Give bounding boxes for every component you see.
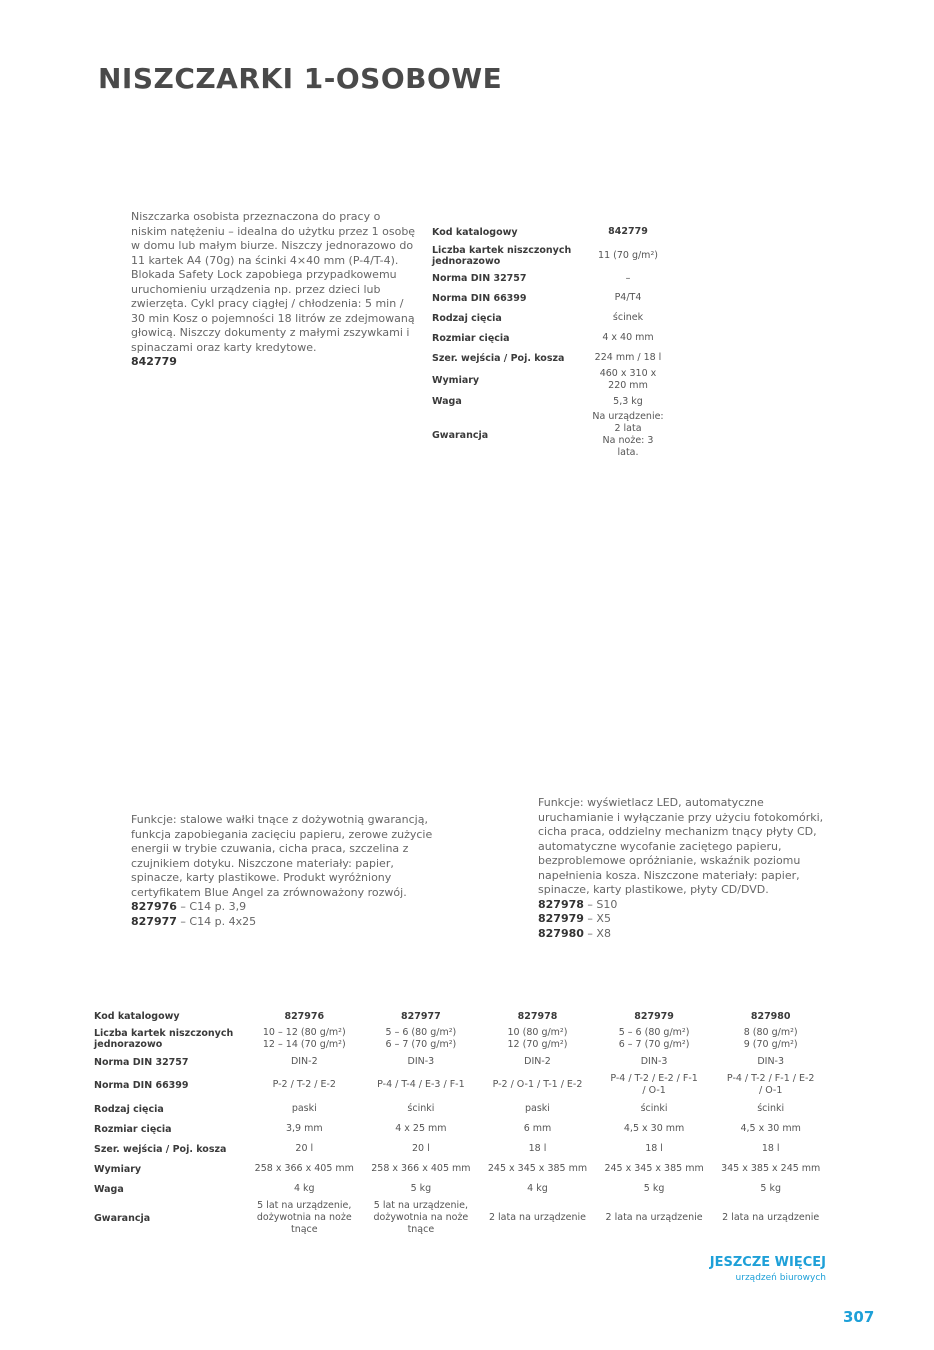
row-value: 5 – 6 (80 g/m²) 6 – 7 (70 g/m²): [618, 1027, 690, 1050]
row-value: Na urządzenie: 2 lata Na noże: 3 lata.: [592, 411, 664, 458]
table-row: [94, 1025, 829, 1053]
table-row: [94, 1159, 829, 1179]
row-value: 4 kg: [293, 1183, 315, 1194]
table-row: [94, 1139, 829, 1159]
row-value: P-2 / T-2 / E-2: [272, 1079, 336, 1090]
model-code: 827980: [538, 926, 584, 940]
row-value: 258 x 366 x 405 mm: [371, 1163, 471, 1174]
row-label: Norma DIN 32757: [94, 1056, 189, 1068]
table-header-row: [432, 222, 664, 242]
row-value: 4 kg: [527, 1183, 548, 1194]
row-value: ścinki: [407, 1103, 435, 1114]
model-name: – X8: [583, 926, 611, 940]
more-devices-subtitle: urządzeń biurowych: [735, 1273, 826, 1283]
row-value: paski: [291, 1103, 317, 1114]
row-value: P-4 / T-2 / F-1 / E-2 / O-1: [726, 1073, 815, 1096]
model-code: 827976: [131, 900, 177, 913]
table-row: [94, 1071, 829, 1099]
row-label: Norma DIN 32757: [432, 273, 527, 284]
header-code: 827978: [517, 1010, 558, 1022]
row-value: 2 lata na urządzenie: [722, 1212, 820, 1223]
row-value: P-4 / T-2 / E-2 / F-1 / O-1: [610, 1073, 698, 1096]
row-label: Liczba kartek niszczonych jednorazowo: [94, 1028, 234, 1050]
spec-table-comparison: [94, 1007, 829, 1237]
row-label: Norma DIN 66399: [432, 292, 527, 304]
model-code: 827978: [538, 897, 584, 911]
row-value: 224 mm / 18 l: [594, 352, 662, 363]
row-value: 258 x 366 x 405 mm: [254, 1163, 354, 1174]
row-value: 5 lat na urządzenie, dożywotnia na noże tnące: [256, 1200, 352, 1235]
table-row: [432, 392, 664, 411]
row-value: 5 kg: [410, 1183, 432, 1194]
row-value: ścinek: [612, 312, 644, 323]
model-item: [131, 915, 441, 930]
row-label: Rozmiar cięcia: [432, 332, 510, 344]
row-value: 4 x 40 mm: [602, 332, 654, 343]
row-value: 20 l: [412, 1143, 430, 1154]
row-value: 6 mm: [523, 1123, 552, 1134]
table-row: [432, 368, 664, 392]
row-value: P4/T4: [614, 292, 642, 303]
row-value: 4,5 x 30 mm: [740, 1123, 801, 1134]
row-label: Wymiary: [432, 374, 480, 386]
row-value: 2 lata na urządzenie: [605, 1212, 703, 1223]
header-code: 842779: [608, 226, 648, 237]
table-row: [94, 1099, 829, 1119]
header-code: 827977: [401, 1010, 441, 1022]
row-value: 18 l: [645, 1143, 663, 1154]
model-item: [131, 900, 441, 915]
row-label: Gwarancja: [432, 429, 489, 441]
header-code: 827980: [750, 1010, 791, 1022]
row-value: ścinki: [640, 1103, 668, 1114]
header-label: Kod katalogowy: [432, 226, 518, 238]
header-label: Kod katalogowy: [94, 1010, 180, 1022]
model-item: [538, 898, 828, 913]
row-label: Rodzaj cięcia: [94, 1103, 164, 1115]
row-value: 460 x 310 x 220 mm: [599, 368, 657, 391]
table-row: [432, 269, 664, 288]
table-row: [432, 411, 664, 459]
model-name: – X5: [583, 912, 611, 925]
row-value: 18 l: [528, 1143, 547, 1154]
row-label: Rozmiar cięcia: [94, 1123, 172, 1135]
table-row: [432, 242, 664, 269]
row-value: 10 – 12 (80 g/m²) 12 – 14 (70 g/m²): [262, 1027, 346, 1050]
table-row: [94, 1179, 829, 1199]
product-description-c14: [131, 813, 441, 929]
row-label: Szer. wejścia / Poj. kosza: [432, 352, 565, 364]
row-value: 5 – 6 (80 g/m²) 6 – 7 (70 g/m²): [385, 1027, 457, 1050]
row-value: 11 (70 g/m²): [598, 249, 658, 261]
page-title: NISZCZARKI 1-OSOBOWE: [98, 62, 503, 95]
row-value: DIN-2: [524, 1056, 551, 1067]
product-code: 842779: [131, 355, 177, 368]
model-list: [538, 898, 828, 942]
row-value: P-2 / O-1 / T-1 / E-2: [492, 1079, 583, 1090]
row-label: Rodzaj cięcia: [432, 312, 502, 324]
row-value: DIN-2: [290, 1056, 318, 1067]
model-code: 827979: [538, 912, 584, 925]
header-code: 827976: [284, 1010, 325, 1022]
model-name: – S10: [583, 897, 618, 911]
row-value: 5 lat na urządzenie, dożywotnia na noże tnące: [373, 1200, 469, 1235]
spec-table-842779: [432, 222, 664, 459]
table-row: [432, 328, 664, 348]
model-name: – C14 p. 3,9: [176, 900, 247, 913]
row-value: –: [625, 272, 631, 284]
page-number: 307: [843, 1308, 875, 1326]
row-value: 4,5 x 30 mm: [623, 1123, 685, 1134]
row-value: 345 x 385 x 245 mm: [721, 1163, 821, 1174]
model-item: [538, 927, 828, 942]
table-row: [432, 348, 664, 368]
row-value: 2 lata na urządzenie: [488, 1212, 587, 1223]
row-value: 5,3 kg: [613, 395, 643, 407]
model-item: [538, 912, 828, 927]
row-label: Norma DIN 66399: [94, 1079, 189, 1091]
description-text: Funkcje: stalowe wałki tnące z dożywotnią gwarancją, funkcja zapobiegania zacięciu papieru, zerowe zużycie energii w trybie czuwania, cicha praca, szczelina z czujnikiem dotyku. Niszczone materiały: papier, spinacze, karty plastikowe. Produkt wyróżniony certyfikatem Blue Angel za zrównoważony rozwój.: [131, 813, 433, 899]
row-label: Szer. wejścia / Poj. kosza: [94, 1143, 227, 1155]
row-value: 8 (80 g/m²) 9 (70 g/m²): [743, 1027, 798, 1050]
header-code: 827979: [634, 1010, 674, 1022]
row-label: Wymiary: [94, 1163, 142, 1175]
row-value: 10 (80 g/m²) 12 (70 g/m²): [507, 1027, 568, 1050]
description-text: Funkcje: wyświetlacz LED, automatyczne uruchamianie i wyłączanie przy użyciu fotokomórki, cicha praca, oddzielny mechanizm tnący płyty CD, automatyczne wycofanie zaciętego papieru, bezproblemowe opróżnianie, wskaźnik poziomu napełnienia kosza. Niszczone materiały: papier, spinacze, karty plastikowe, płyty CD/DVD.: [538, 796, 824, 896]
row-value: DIN-3: [757, 1056, 785, 1067]
row-value: DIN-3: [640, 1056, 668, 1067]
row-value: DIN-3: [407, 1056, 435, 1067]
model-list: [131, 900, 441, 929]
row-label: Waga: [432, 396, 462, 407]
row-value: ścinki: [757, 1103, 785, 1114]
row-value: paski: [525, 1103, 550, 1114]
model-name: – C14 p. 4x25: [176, 914, 257, 928]
row-value: 20 l: [295, 1143, 314, 1154]
more-devices-link[interactable]: JESZCZE WIĘCEJ: [709, 1255, 826, 1270]
description-text: Niszczarka osobista przeznaczona do pracy o niskim natężeniu – idealna do użytku przez 1 osobę w domu lub małym biurze. Niszczy jednorazowo do 11 kartek A4 (70g) na ścinki 4×40 mm (P-4/T-4). Blokada Safety Lock zapobiega przypadkowemu uruchomieniu urządzenia np. przez dzieci lub zwierzęta. Cykl pracy ciągłej / chłodzenia: 5 min / 30 min Kosz o pojemności 18 litrów ze zdejmowaną głowicą. Niszczy dokumenty z małymi zszywkami i spinaczami oraz karty kredytowe.: [131, 210, 416, 354]
table-header-row: [94, 1007, 829, 1025]
table-row: [432, 308, 664, 328]
row-value: 18 l: [761, 1143, 780, 1154]
row-value: 245 x 345 x 385 mm: [487, 1163, 588, 1174]
row-label: Liczba kartek niszczonych jednorazowo: [432, 244, 572, 267]
table-row: [94, 1199, 829, 1237]
row-value: 245 x 345 x 385 mm: [604, 1163, 704, 1174]
row-value: P-4 / T-4 / E-3 / F-1: [377, 1079, 465, 1090]
row-value: 4 x 25 mm: [395, 1123, 447, 1134]
row-label: Waga: [94, 1183, 124, 1195]
product-description-842779: [131, 210, 416, 370]
table-row: [94, 1053, 829, 1071]
model-code: 827977: [131, 914, 177, 928]
row-value: 5 kg: [643, 1183, 665, 1194]
table-row: [94, 1119, 829, 1139]
row-value: 3,9 mm: [285, 1123, 323, 1134]
row-label: Gwarancja: [94, 1212, 151, 1224]
row-value: 5 kg: [760, 1183, 781, 1194]
product-description-s10-x5-x8: [538, 796, 828, 941]
table-row: [432, 288, 664, 308]
